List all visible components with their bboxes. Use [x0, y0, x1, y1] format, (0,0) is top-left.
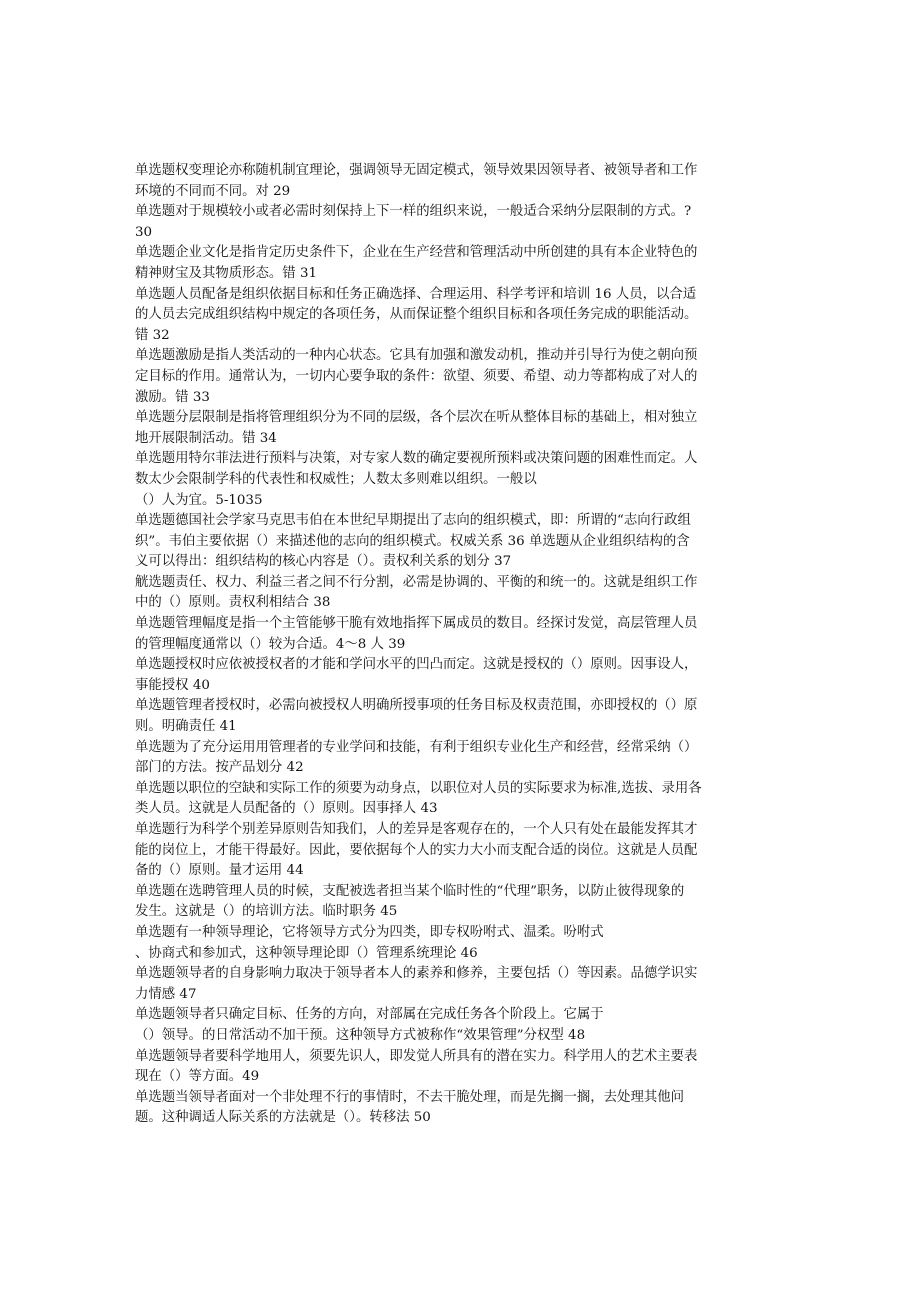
question-paragraph: 单选题领导者的自身影响力取决于领导者本人的素养和修养，主要包括（）等因素。品德学识实 力情感 47	[135, 966, 698, 1002]
question-paragraph: 觥选题责任、权力、利益三者之间不行分割，必需是协调的、平衡的和统一的。这就是组织工作 中的（）原则。责权利相结合 38	[135, 574, 698, 611]
question-paragraph: 单选题分层限制是指将管理组织分为不同的层级，各个层次在听从整体目标的基础上，相对独立 地开展限制活动。错 34	[135, 410, 698, 446]
question-paragraph: 单选题为了充分运用用管理者的专业学问和技能，有利于组织专业化生产和经营，经常采纳（） 部门的方法。按产品划分 42	[135, 739, 698, 776]
question-paragraph: 单选题在选聘管理人员的时候，支配被选者担当某个临时性的“代理”职务，以防止彼得现象的 发生。这就是（）的培训方法。临时职务 45	[135, 883, 685, 920]
question-paragraph: 单选题行为科学个别差异原则告知我们，人的差异是客观存在的，一个人只有处在最能发挥其才 能的岗位上，才能干得最好。因此，要依据每个人的实力大小而支配合适的岗位。这就是人员配 备的（）原则。量才运用 44	[135, 822, 698, 879]
question-paragraph: 单选题管理者授权时，必需向被授权人明确所授事项的任务目标及权责范围，亦即授权的（）原 则。明确责任 41	[135, 698, 698, 735]
question-paragraph: 单选题领导者要科学地用人，须要先识人，即发觉人所具有的潜在实力。科学用人的艺术主要表 现在（）等方面。49	[135, 1048, 698, 1085]
question-paragraph: 单选题权变理论亦称随机制宜理论，强调领导无固定模式，领导效果因领导者、被领导者和工作 环境的不同而不同。对 29	[135, 163, 698, 199]
question-paragraph: 单选题授权时应依被授权者的才能和学问水平的凹凸而定。这就是授权的（）原则。因事设人， 事能授权 40	[135, 657, 698, 693]
question-paragraph: 单选题领导者只确定目标、任务的方向，对部属在完成任务各个阶段上。它属于 （）领导。的日常活动不加干预。这种领导方式被称作“效果管理”分权型 48	[135, 1007, 604, 1043]
question-paragraph: 单选题用特尔菲法进行预料与决策，对专家人数的确定要视所预料或决策问题的困难性而定。人 数太少会限制学科的代表性和权威性；人数太多则难以组织。一般以 （）人为宜。5-1035	[135, 451, 698, 508]
document-body	[135, 161, 790, 1129]
question-paragraph: 单选题当领导者面对一个非处理不行的事情时，不去干脆处理，而是先搁一搁，去处理其他问 题。这种调适人际关系的方法就是（）。转移法 50	[135, 1089, 685, 1126]
question-paragraph: 单选题以职位的空缺和实际工作的须要为动身点，以职位对人员的实际要求为标准,选拔、录用各 类人员。这就是人员配备的（）原则。因事择人 43	[135, 780, 702, 817]
question-paragraph: 单选题激励是指人类活动的一种内心状态。它具有加强和激发动机，推动并引导行为使之朝向预 定目标的作用。通常认为，一切内心要争取的条件：欲望、须要、希望、动力等都构成了对人的 激励。错 33	[135, 348, 698, 405]
question-paragraph: 单选题对于规模较小或者必需时刻保持上下一样的组织来说，一般适合采纳分层限制的方式。? 30	[135, 204, 692, 240]
question-paragraph: 单选题人员配备是组织依据目标和任务正确选择、合理运用、科学考评和培训 16 人员，以合适 的人员去完成组织结构中规定的各项任务，从而保证整个组织目标和各项任务完成的职能活动。 错 32	[135, 286, 698, 343]
question-paragraph: 单选题有一种领导理论，它将领导方式分为四类，即专权吩咐式、温柔。吩咐式 、协商式和参加式，这种领导理论即（）管理系统理论 46	[135, 924, 604, 961]
question-paragraph: 单选题德国社会学家马克思韦伯在本世纪早期提出了志向的组织模式，即：所谓的“志向行政组 织”。韦伯主要依据（）来描述他的志向的组织模式。权威关系 36 单选题从企业组织结构的含 义可以得出：组织结构的核心内容是（）。责权利关系的划分 37	[135, 513, 691, 570]
question-paragraph: 单选题管理幅度是指一个主管能够干脆有效地指挥下属成员的数目。经探讨发觉，高层管理人员 的管理幅度通常以（）较为合适。4〜8 人 39	[135, 616, 698, 652]
question-paragraph: 单选题企业文化是指肯定历史条件下，企业在生产经营和管理活动中所创建的具有本企业特色的 精神财宝及其物质形态。错 31	[135, 245, 698, 281]
